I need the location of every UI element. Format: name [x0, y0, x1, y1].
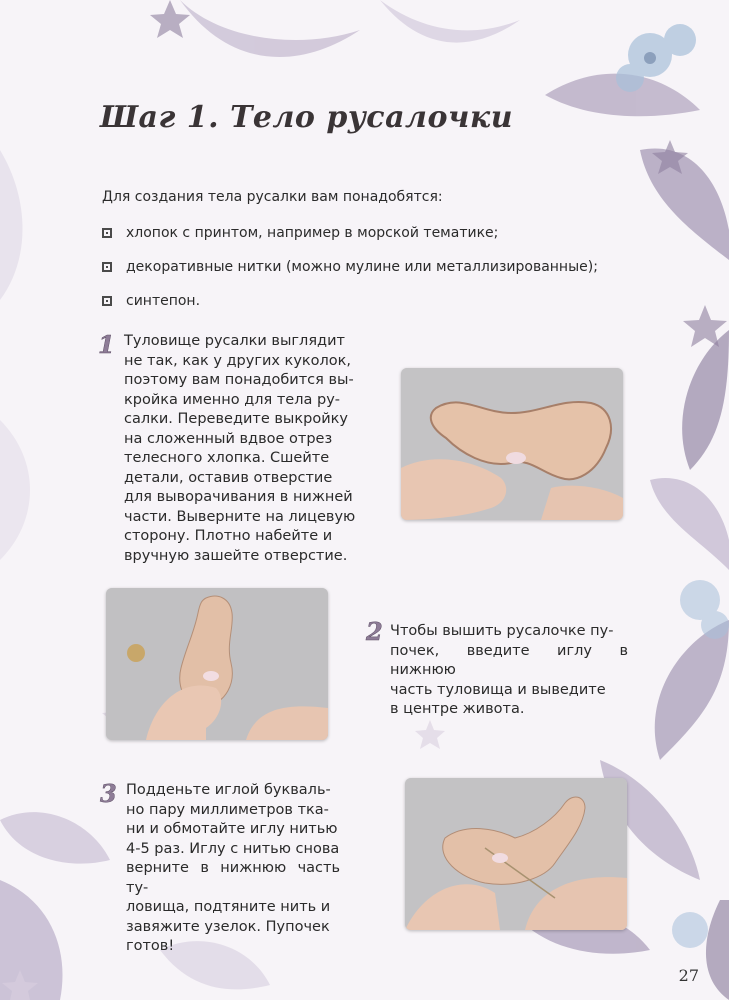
materials-list	[102, 216, 598, 318]
step-number: 3	[100, 779, 117, 808]
step-2-text: Чтобы вышить русалочке пу- почек, введите иглу в нижнюю часть туловища и выведите в центре живота.	[390, 623, 628, 717]
step-2-photo	[106, 588, 328, 740]
page-title: Шаг 1. Тело русалочки	[100, 100, 514, 135]
square-bullet-icon	[102, 296, 112, 306]
page-number: 27	[678, 966, 699, 985]
step-3-photo	[405, 778, 627, 930]
step-1-text: Туловище русалки выглядит не так, как у других куколок, поэтому вам понадобится вы- кройка именно для тела ру- салки. Переведите выкройку на сложенный вдвое отрез телесного хлопка. Сшейте детали, оставив отверстие для выворачивания в нижней части. Выверните на лицевую сторону. Плотно набейте и вручную зашейте отверстие.	[124, 333, 356, 564]
list-item: синтепон.	[102, 284, 598, 318]
list-item: декоративные нитки (можно мулине или металлизированные);	[102, 250, 598, 284]
square-bullet-icon	[102, 228, 112, 238]
step-1-photo	[401, 368, 623, 520]
square-bullet-icon	[102, 262, 112, 272]
materials-intro: Для создания тела русалки вам понадобятся:	[102, 189, 443, 205]
step-number: 2	[366, 617, 383, 646]
step-number: 1	[98, 330, 115, 359]
list-item: хлопок с принтом, например в морской тематике;	[102, 216, 598, 250]
step-3-text: Подденьте иглой букваль- но пару миллиметров тка- ни и обмотайте иглу нитью 4-5 раз. Иглу с нитью снова верните в нижнюю часть ту- ловища, подтяните нить и завяжите узелок. Пупочек готов!	[126, 782, 340, 954]
